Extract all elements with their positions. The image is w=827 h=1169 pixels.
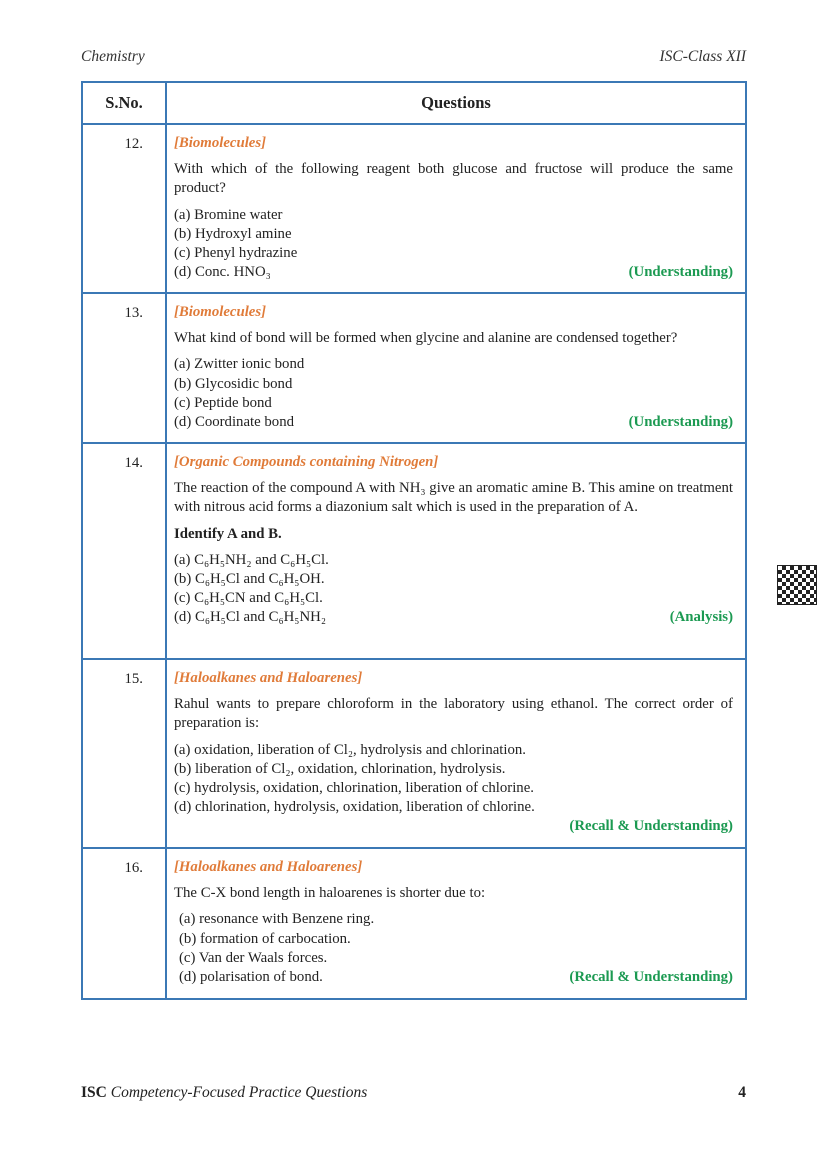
option: (a) Bromine water — [174, 206, 283, 223]
option: (b) Hydroxyl amine — [174, 225, 292, 242]
column-header-sno: S.No. — [82, 82, 166, 124]
cognitive-level-tag: (Recall & Understanding) — [569, 969, 733, 986]
table-row — [82, 659, 746, 848]
option: (c) C₆H₅CN and C₆H₅Cl. — [174, 590, 323, 607]
cognitive-level-tag: (Recall & Understanding) — [569, 818, 733, 835]
footer-title — [81, 1084, 367, 1102]
option: (b) liberation of Cl₂, oxidation, chlorination, hydrolysis. — [174, 760, 506, 777]
question-stem: Rahul wants to prepare chloroform in the laboratory using ethanol. The correct order of preparation is: — [174, 696, 733, 732]
option: (c) hydrolysis, oxidation, chlorination, liberation of chlorine. — [174, 780, 534, 797]
table-row — [82, 443, 746, 659]
column-header-questions: Questions — [166, 82, 746, 124]
footer-subtitle: Competency-Focused Practice Questions — [110, 1084, 368, 1101]
option: (a) oxidation, liberation of Cl₂, hydrolysis and chlorination. — [174, 741, 526, 758]
question-stem: The C-X bond length in haloarenes is shorter due to: — [174, 885, 486, 902]
question-topic: [Biomolecules] — [174, 304, 267, 320]
question-stem: The reaction of the compound A with NH₃ give an aromatic amine B. This amine on treatment with nitrous acid forms a diazonium salt which is used in the preparation of A. — [174, 480, 733, 516]
cognitive-level-tag: (Understanding) — [628, 414, 733, 431]
question-number: 14. — [82, 443, 166, 659]
question-cell — [166, 293, 746, 443]
table-row — [82, 293, 746, 443]
question-instruction: Identify A and B. — [174, 525, 282, 542]
header-class: ISC-Class XII — [659, 48, 746, 65]
option: (b) C₆H₅Cl and C₆H₅OH. — [174, 571, 325, 588]
option: (d) polarisation of bond. — [179, 969, 323, 986]
question-topic: [Haloalkanes and Haloarenes] — [174, 670, 363, 686]
question-topic: [Biomolecules] — [174, 135, 267, 151]
question-cell — [166, 443, 746, 659]
option: (c) Peptide bond — [174, 394, 272, 411]
question-cell — [166, 659, 746, 848]
table-header-row — [82, 82, 746, 124]
table-row — [82, 848, 746, 999]
option: (b) formation of carbocation. — [179, 930, 351, 947]
option: (d) C₆H₅Cl and C₆H₅NH₂ — [174, 609, 326, 626]
question-topic: [Organic Compounds containing Nitrogen] — [174, 454, 439, 470]
questions-table — [81, 81, 747, 1000]
page-number: 4 — [738, 1084, 746, 1101]
option: (a) C₆H₅NH₂ and C₆H₅Cl. — [174, 551, 329, 568]
qr-code-icon — [777, 565, 817, 605]
question-number: 15. — [82, 659, 166, 848]
question-number: 12. — [82, 124, 166, 293]
option: (b) Glycosidic bond — [174, 375, 293, 392]
option: (d) Coordinate bond — [174, 414, 294, 431]
table-row — [82, 124, 746, 293]
question-cell — [166, 124, 746, 293]
cognitive-level-tag: (Analysis) — [669, 609, 733, 626]
question-stem: What kind of bond will be formed when glycine and alanine are condensed together? — [174, 330, 678, 347]
question-number: 16. — [82, 848, 166, 999]
header-subject: Chemistry — [81, 48, 145, 65]
option: (a) Zwitter ionic bond — [174, 356, 305, 373]
question-cell — [166, 848, 746, 999]
option: (a) resonance with Benzene ring. — [179, 911, 375, 928]
question-number: 13. — [82, 293, 166, 443]
option: (c) Van der Waals forces. — [179, 949, 328, 966]
option: (c) Phenyl hydrazine — [174, 245, 298, 262]
question-topic: [Haloalkanes and Haloarenes] — [174, 859, 363, 875]
option: (d) Conc. HNO₃ — [174, 264, 271, 281]
question-stem: With which of the following reagent both glucose and fructose will produce the same product? — [174, 161, 733, 197]
footer-brand: ISC — [81, 1084, 107, 1101]
option: (d) chlorination, hydrolysis, oxidation, liberation of chlorine. — [174, 799, 535, 816]
cognitive-level-tag: (Understanding) — [628, 264, 733, 281]
